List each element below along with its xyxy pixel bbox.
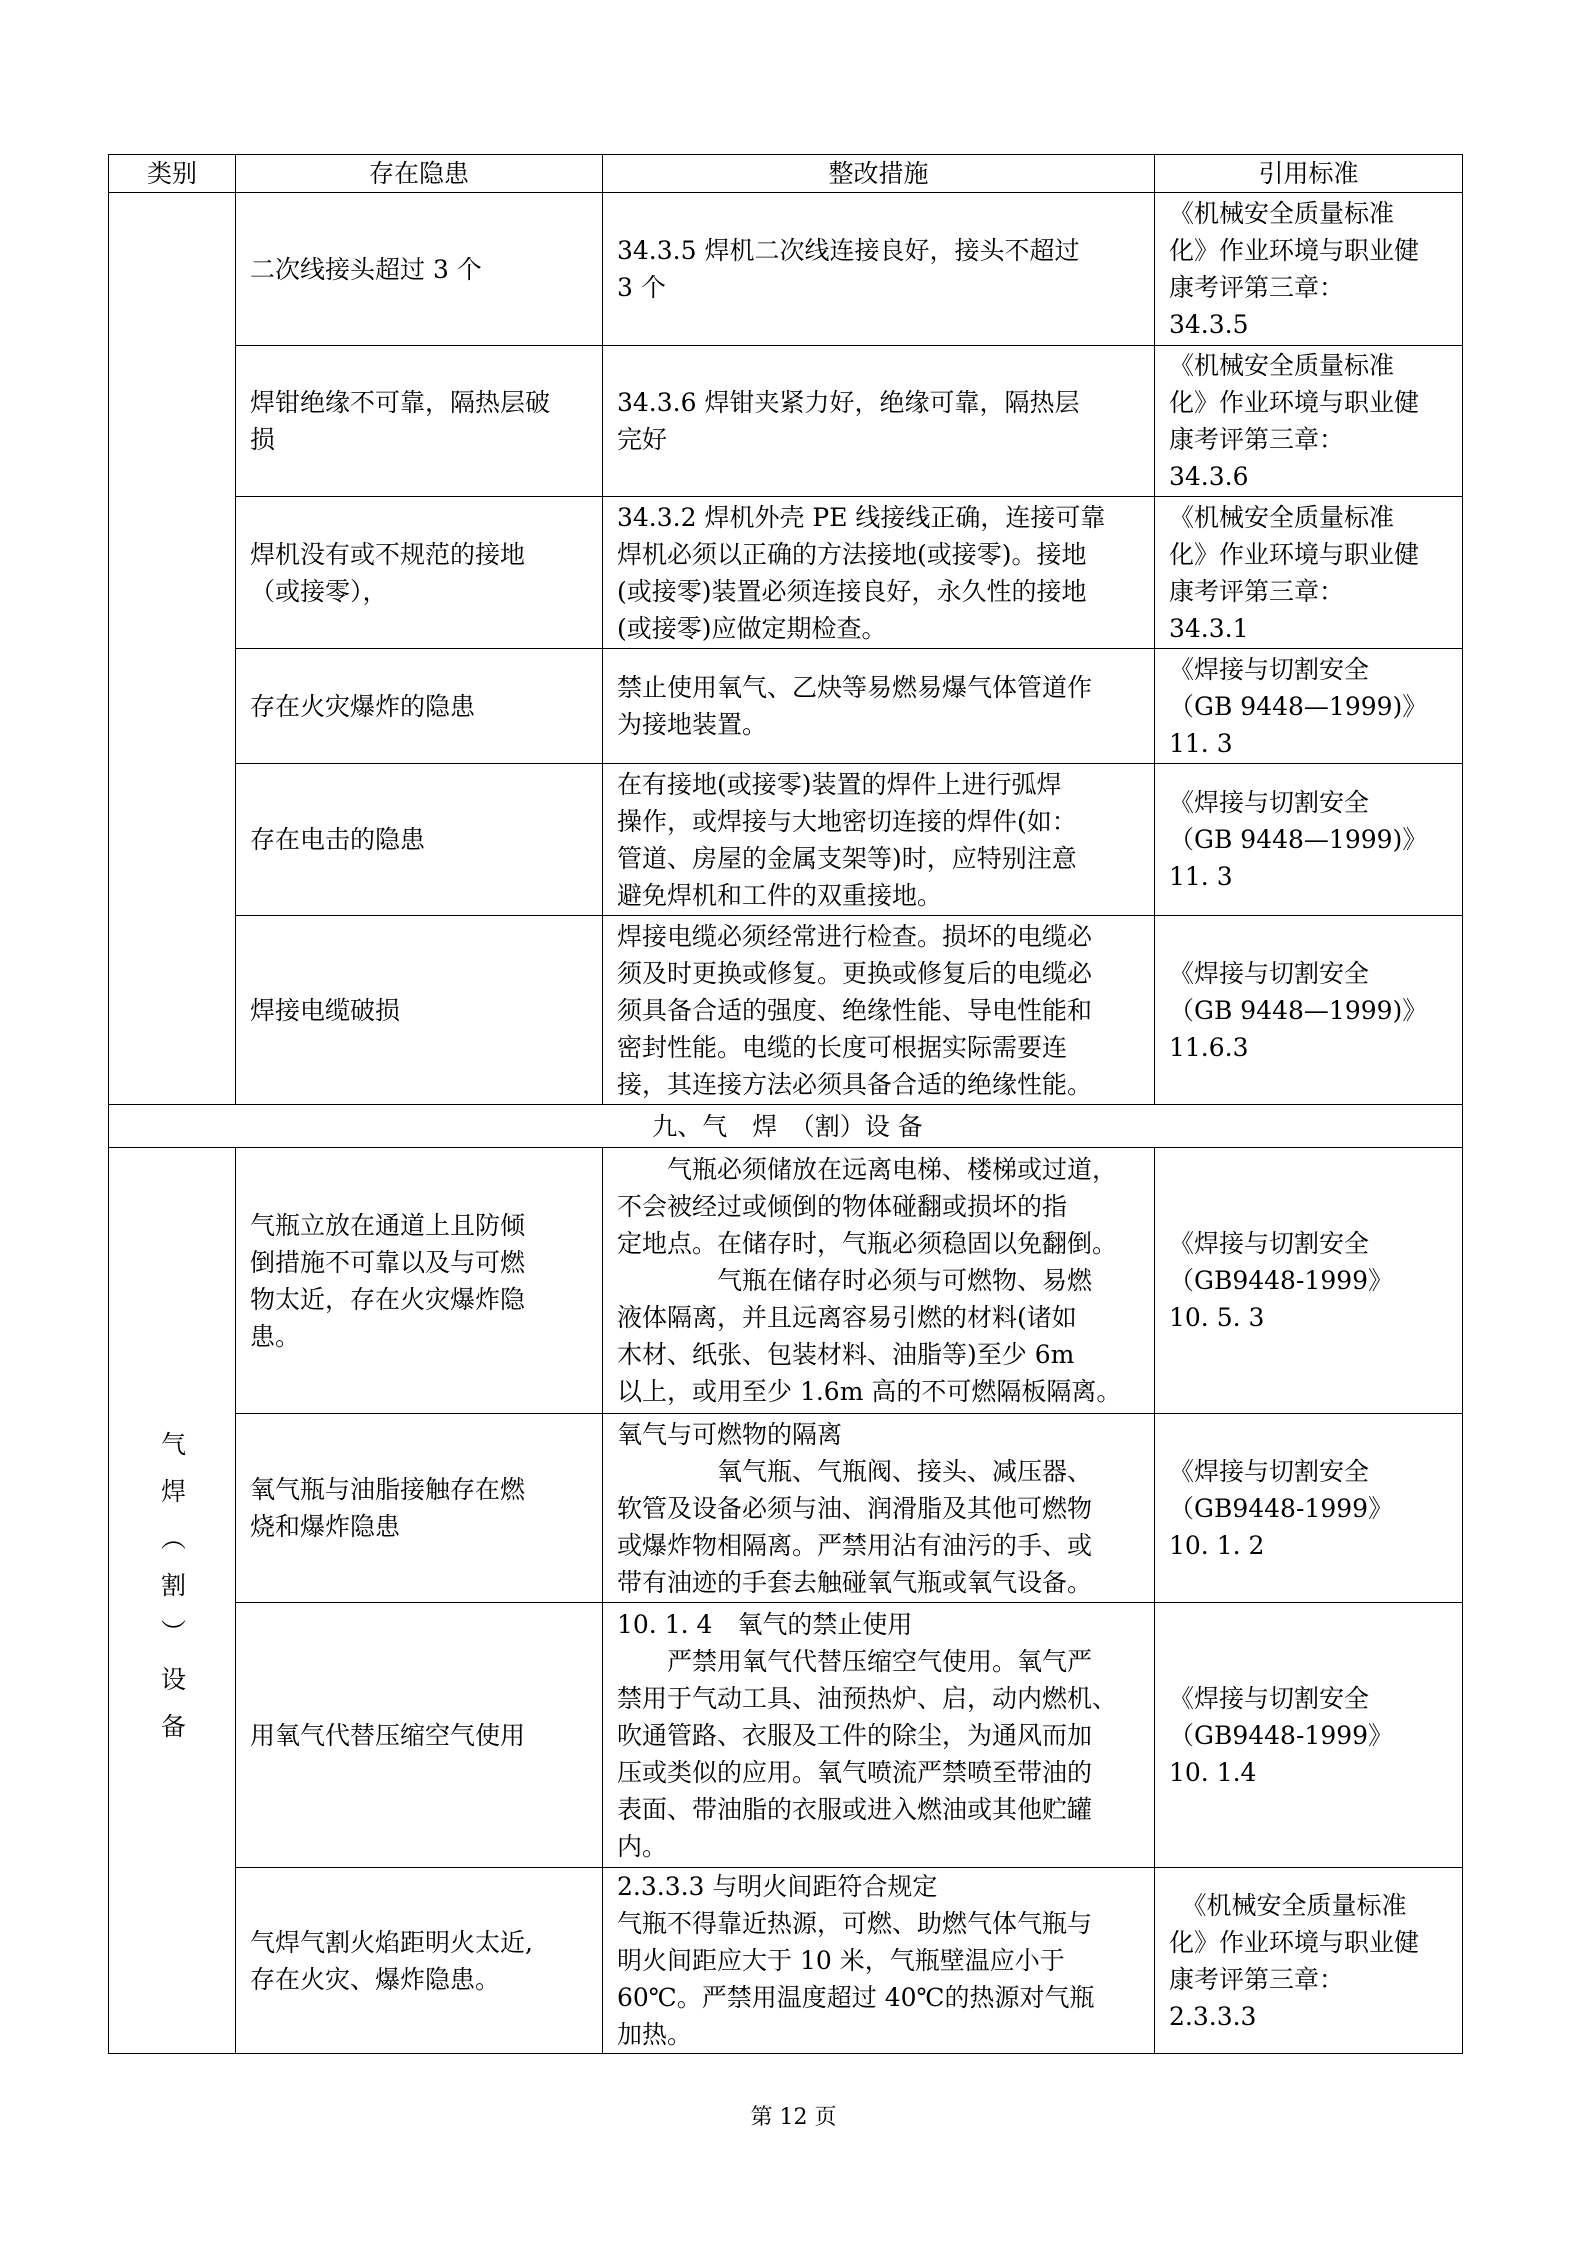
table-row <box>109 1148 1463 1414</box>
standard-cell: 《焊接与切割安全 （GB9448-1999》 10. 1. 2 <box>1155 1414 1463 1603</box>
measure-cell: 34.3.5 焊机二次线连接良好，接头不超过 3 个 <box>603 193 1155 346</box>
hazard-cell: 存在电击的隐患 <box>236 764 603 916</box>
standard-cell: 《机械安全质量标准 化》作业环境与职业健 康考评第三章： 34.3.1 <box>1155 497 1463 649</box>
standard-cell: 《焊接与切割安全 （GB 9448—1999)》 11.6.3 <box>1155 916 1463 1105</box>
measure-cell: 气瓶必须储放在远离电梯、楼梯或过道， 不会被经过或倾倒的物体碰翻或损坏的指 定地点。在储存时，气瓶必须稳固以免翻倒。 气瓶在储存时必须与可燃物、易燃 液体隔离，并且远离容易引燃的材料(诸如 木材、纸张、包装材料、油脂等)至少 6m 以上，或用至少 1.6m 高的不可燃隔板隔离。 <box>603 1148 1155 1414</box>
measure-cell: 34.3.2 焊机外壳 PE 线接线正确，连接可靠 焊机必须以正确的方法接地(或接零)。接地 (或接零)装置必须连接良好，永久性的接地 (或接零)应做定期检查。 <box>603 497 1155 649</box>
category-cell <box>109 193 236 1105</box>
section-title: 九、气 焊 （割）设 备 <box>109 1105 1463 1148</box>
category-label: 气焊（割）设备 <box>157 1431 187 1760</box>
measure-cell: 34.3.6 焊钳夹紧力好，绝缘可靠，隔热层 完好 <box>603 346 1155 497</box>
table-row <box>109 193 1463 346</box>
header-measure: 整改措施 <box>603 155 1155 193</box>
measure-cell: 2.3.3.3 与明火间距符合规定 气瓶不得靠近热源，可燃、助燃气体气瓶与 明火间距应大于 10 米，气瓶壁温应小于 60℃。严禁用温度超过 40℃的热源对气瓶 加热。 <box>603 1868 1155 2054</box>
measure-cell: 焊接电缆必须经常进行检查。损坏的电缆必 须及时更换或修复。更换或修复后的电缆必 须具备合适的强度、绝缘性能、导电性能和 密封性能。电缆的长度可根据实际需要连 接，其连接方法必须具备合适的绝缘性能。 <box>603 916 1155 1105</box>
table-row <box>109 916 1463 1105</box>
measure-cell: 在有接地(或接零)装置的焊件上进行弧焊 操作，或焊接与大地密切连接的焊件(如： 管道、房屋的金属支架等)时，应特别注意 避免焊机和工件的双重接地。 <box>603 764 1155 916</box>
header-standard: 引用标准 <box>1155 155 1463 193</box>
hazard-rectification-table <box>108 154 1463 2054</box>
standard-cell: 《焊接与切割安全 （GB9448-1999》 10. 1.4 <box>1155 1603 1463 1868</box>
category-cell <box>109 1148 236 2054</box>
header-hazard: 存在隐患 <box>236 155 603 193</box>
table-row <box>109 346 1463 497</box>
table-row <box>109 1603 1463 1868</box>
hazard-cell: 焊机没有或不规范的接地 （或接零）， <box>236 497 603 649</box>
measure-cell: 10. 1. 4 氧气的禁止使用 严禁用氧气代替压缩空气使用。氧气严 禁用于气动工具、油预热炉、启，动内燃机、 吹通管路、衣服及工件的除尘，为通风而加 压或类似的应用。氧气喷流严禁喷至带油的 表面、带油脂的衣服或进入燃油或其他贮罐 内。 <box>603 1603 1155 1868</box>
hazard-cell: 焊接电缆破损 <box>236 916 603 1105</box>
table-row <box>109 649 1463 764</box>
hazard-cell: 存在火灾爆炸的隐患 <box>236 649 603 764</box>
measure-cell: 氧气与可燃物的隔离 氧气瓶、气瓶阀、接头、减压器、 软管及设备必须与油、润滑脂及其他可燃物 或爆炸物相隔离。严禁用沾有油污的手、或 带有油迹的手套去触碰氧气瓶或氧气设备。 <box>603 1414 1155 1603</box>
standard-cell: 《机械安全质量标准 化》作业环境与职业健 康考评第三章： 34.3.5 <box>1155 193 1463 346</box>
table-row <box>109 1868 1463 2054</box>
hazard-cell: 用氧气代替压缩空气使用 <box>236 1603 603 1868</box>
standard-cell: 《焊接与切割安全 （GB9448-1999》 10. 5. 3 <box>1155 1148 1463 1414</box>
section-row <box>109 1105 1463 1148</box>
hazard-cell: 气焊气割火焰距明火太近, 存在火灾、爆炸隐患。 <box>236 1868 603 2054</box>
hazard-cell: 氧气瓶与油脂接触存在燃 烧和爆炸隐患 <box>236 1414 603 1603</box>
table-header-row <box>109 155 1463 193</box>
hazard-cell: 焊钳绝缘不可靠，隔热层破 损 <box>236 346 603 497</box>
page-number: 第 12 页 <box>750 2105 837 2130</box>
standard-cell: 《焊接与切割安全 （GB 9448—1999)》 11. 3 <box>1155 649 1463 764</box>
standard-cell: 《机械安全质量标准 化》作业环境与职业健 康考评第三章： 34.3.6 <box>1155 346 1463 497</box>
standard-cell: 《焊接与切割安全 （GB 9448—1999)》 11. 3 <box>1155 764 1463 916</box>
table-row <box>109 764 1463 916</box>
table-row <box>109 497 1463 649</box>
measure-cell: 禁止使用氧气、乙炔等易燃易爆气体管道作 为接地装置。 <box>603 649 1155 764</box>
hazard-cell: 二次线接头超过 3 个 <box>236 193 603 346</box>
header-category: 类别 <box>109 155 236 193</box>
hazard-cell: 气瓶立放在通道上且防倾 倒措施不可靠以及与可燃 物太近，存在火灾爆炸隐 患。 <box>236 1148 603 1414</box>
standard-cell: 《机械安全质量标准 化》作业环境与职业健 康考评第三章： 2.3.3.3 <box>1155 1868 1463 2054</box>
table-row <box>109 1414 1463 1603</box>
